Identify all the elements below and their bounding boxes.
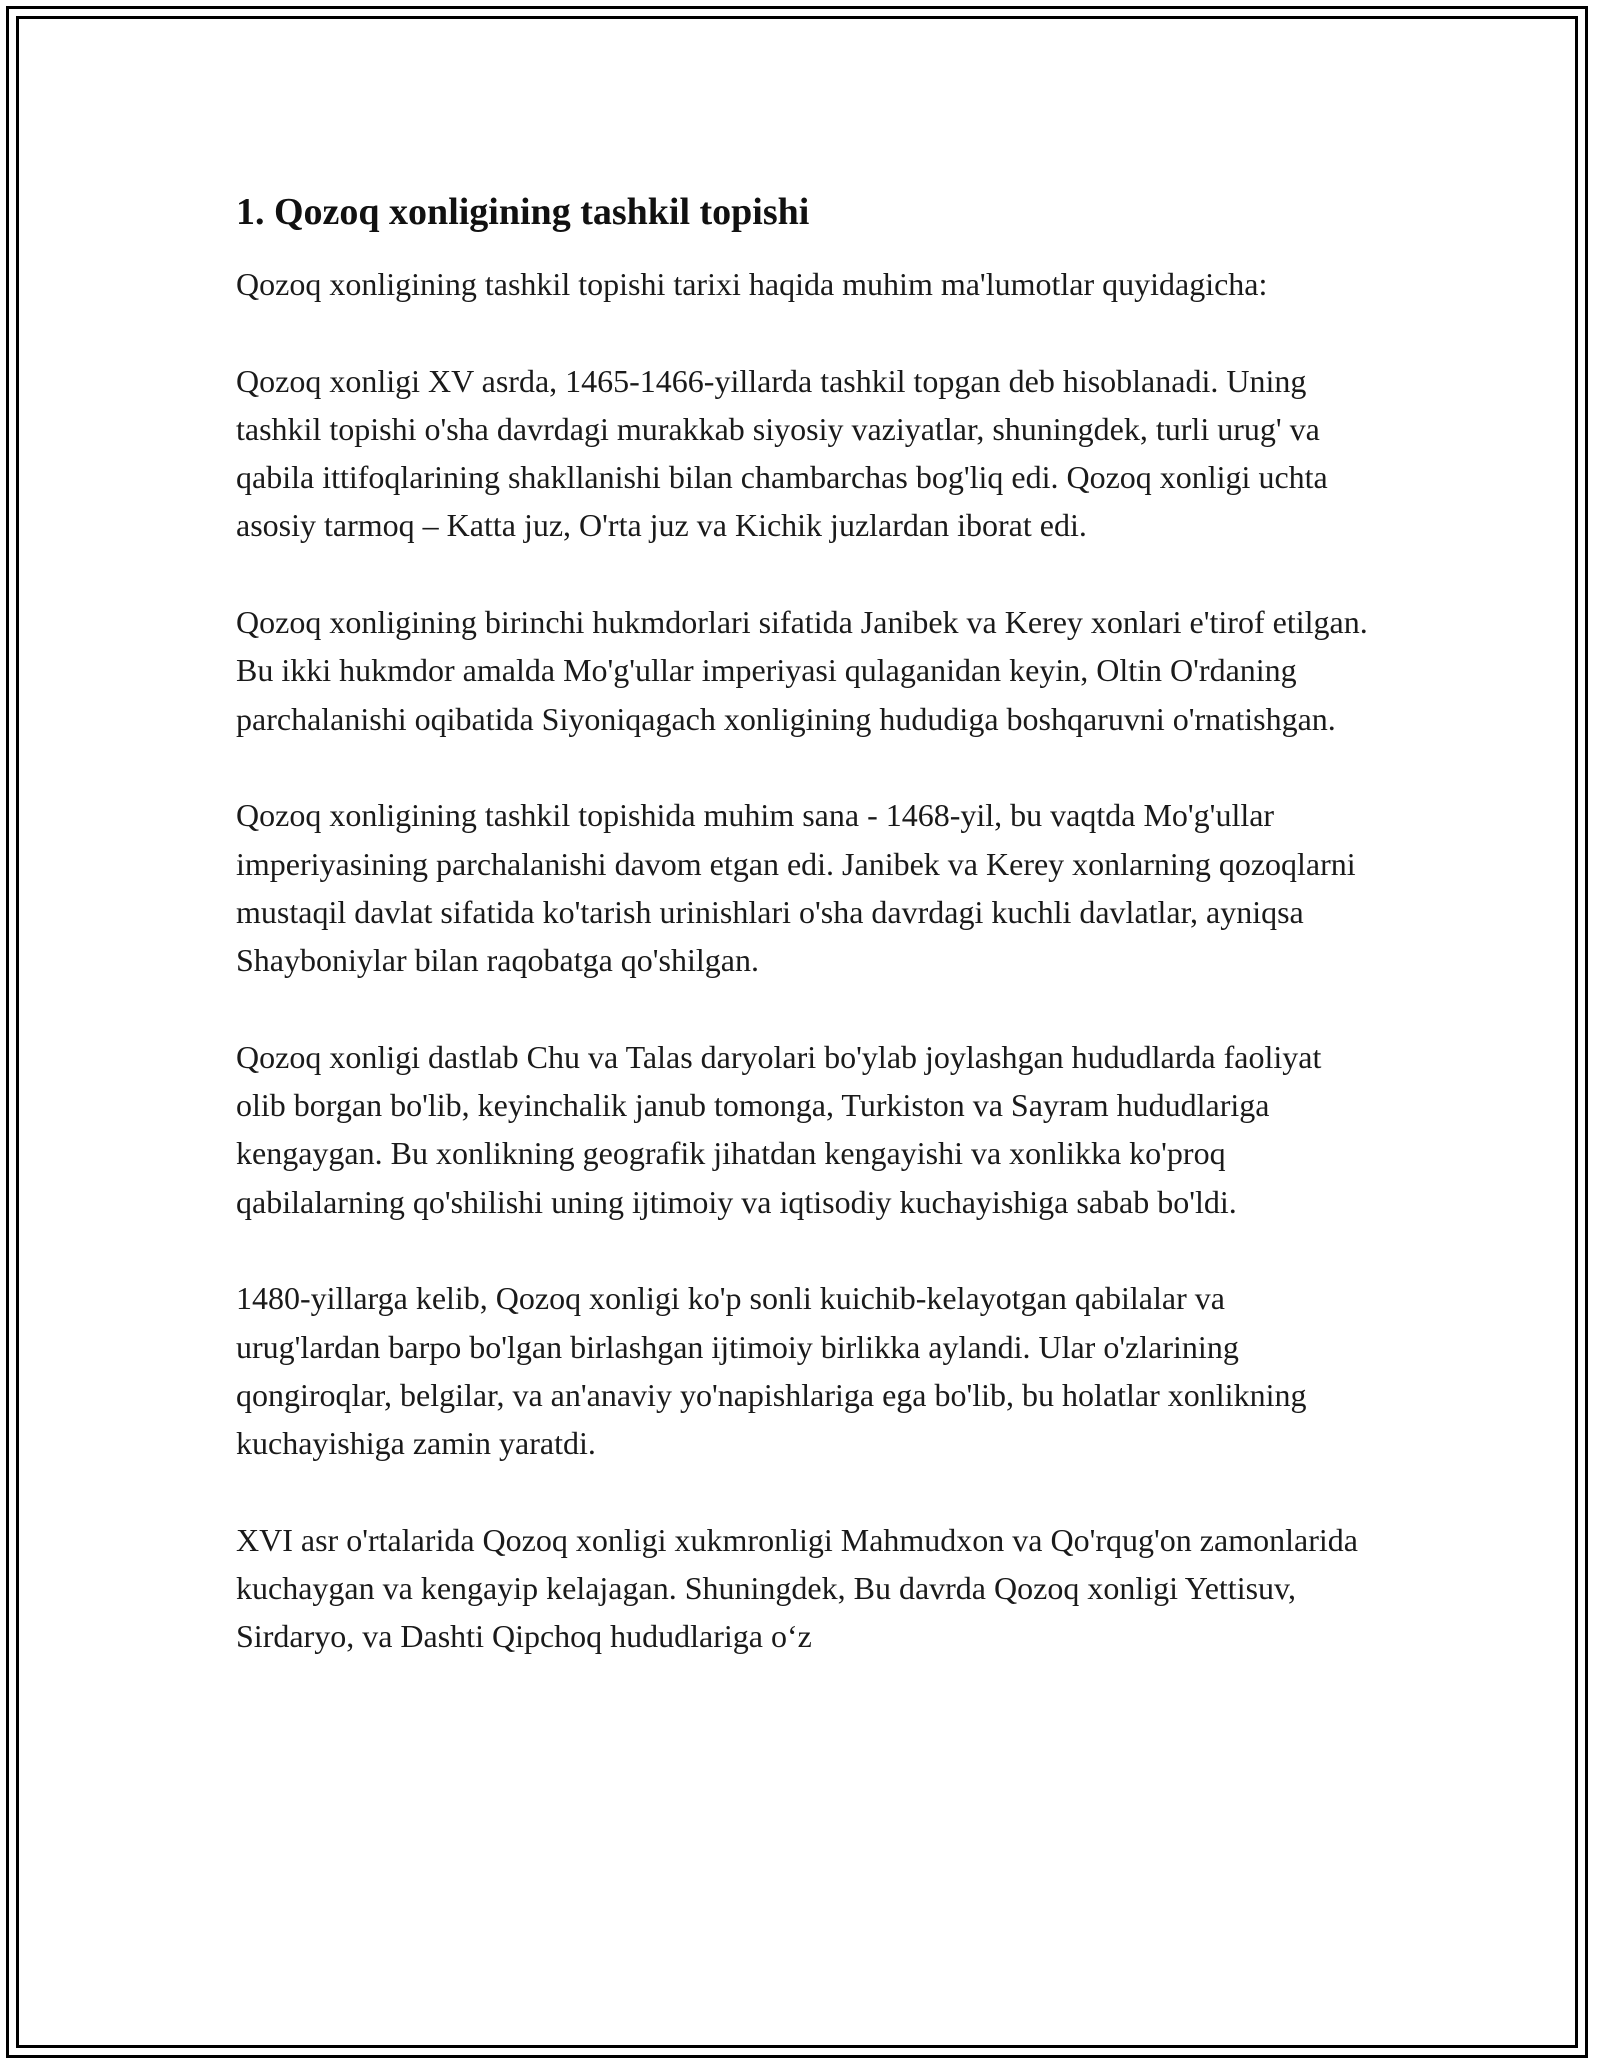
paragraph-founding-date: Qozoq xonligi XV asrda, 1465-1466-yillarda tashkil topgan deb hisoblanadi. Uning tashkil topishi o'sha davrdagi murakkab siyosiy vaziyatlar, shuningdek, turli urug' va qabila ittifoqlarining shakllanishi bilan chambarchas bog'liq edi. Qozoq xonligi uchta asosiy tarmoq – Katta juz, O'rta juz va Kichik juzlardan iborat edi. [236,362,1328,544]
paragraph-expansion: Qozoq xonligi dastlab Chu va Talas daryolari bo'ylab joylashgan hududlarda faoliyat olib borgan bo'lib, keyinchalik janub tomonga, Turkiston va Sayram hududlariga kengaygan. Bu xonlikning geografik jihatdan kengayishi va xonlikka ko'proq qabilalarning qo'shilishi uning ijtimoiy va iqtisodiy kuchayishiga sabab bo'ldi. [236,1038,1322,1220]
paragraph-unification: 1480-yillarga kelib, Qozoq xonligi ko'p sonli kuichib-kelayotgan qabilalar va urug'lardan barpo bo'lgan birlashgan ijtimoiy birlikka aylandi. Ular o'zlarining qongiroqlar, belgilar, va an'anaviy yo'napishlariga ega bo'lib, bu holatlar xonlikning kuchayishiga zamin yaratdi. [236,1280,1307,1462]
paragraph-key-date: Qozoq xonligining tashkil topishida muhim sana - 1468-yil, bu vaqtda Mo'g'ullar imperiyasining parchalanishi davom etgan edi. Janibek va Kerey xonlarning qozoqlarni mustaqil davlat sifatida ko'tarish urinishlari o'sha davrdagi kuchli davlatlar, ayniqsa Shayboniylar bilan raqobatga qo'shilgan. [236,797,1356,979]
document-body [236,188,1376,1661]
paragraph-intro: Qozoq xonligining tashkil topishi tarixi haqida muhim ma'lumotlar quyidagicha: [236,266,1268,302]
section-heading: 1. Qozoq xonligining tashkil topishi [236,191,810,233]
paragraph-first-rulers: Qozoq xonligining birinchi hukmdorlari sifatida Janibek va Kerey xonlari e'tirof etilgan. Bu ikki hukmdor amalda Mo'g'ullar imperiyasi qulaganidan keyin, Oltin O'rdaning parchalanishi oqibatida Siyoniqagach xonligining hududiga boshqaruvni o'rnatishgan. [236,604,1368,737]
paragraph-sixteenth-century: XVI asr o'rtalarida Qozoq xonligi xukmronligi Mahmudxon va Qo'rqug'on zamonlarida kuchaygan va kengayip kelajagan. Shuningdek, Bu davrda Qozoq xonligi Yettisuv, Sirdaryo, va Dashti Qipchoq hududlariga o‘z [236,1521,1358,1655]
